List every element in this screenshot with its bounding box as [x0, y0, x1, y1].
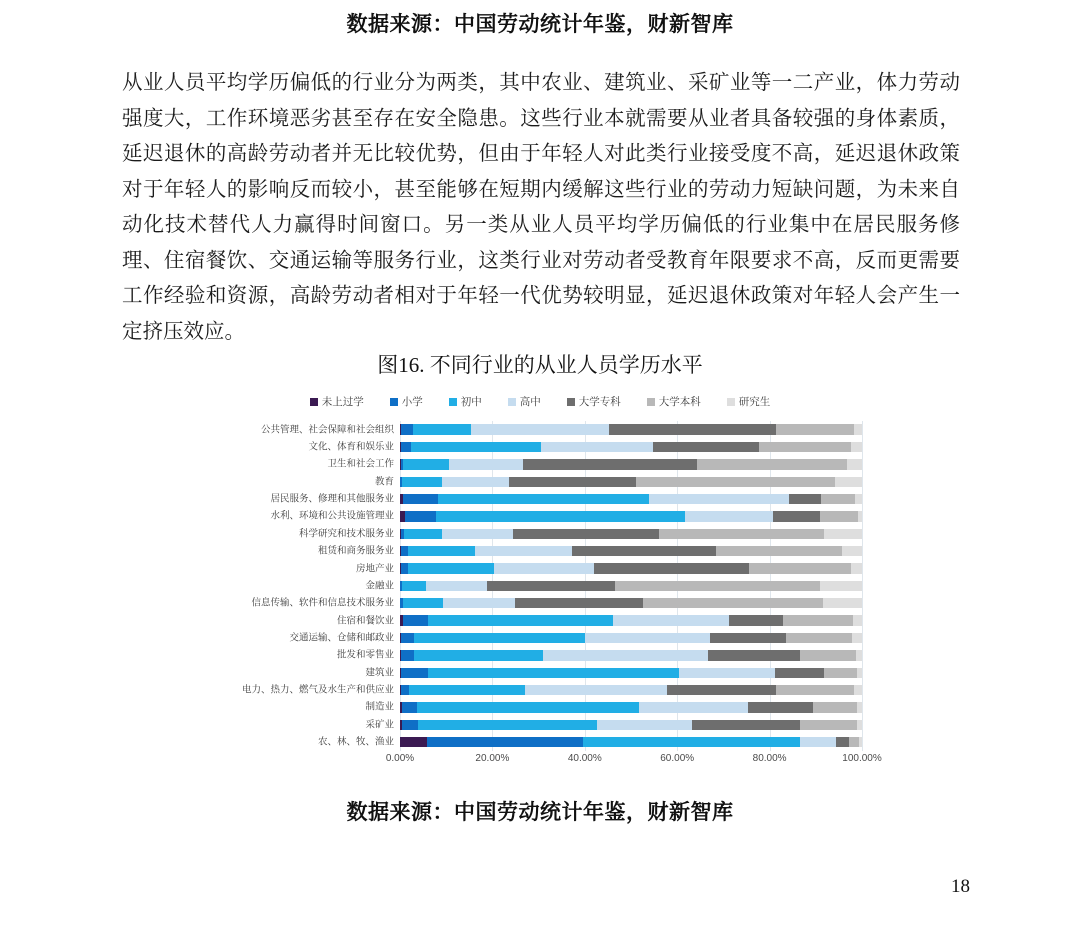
bar-segment [414, 633, 585, 643]
category-label: 金融业 [365, 580, 394, 592]
bar-row [365, 664, 862, 681]
bar-segment [775, 668, 824, 678]
bar-row [374, 473, 862, 490]
bar-segment [836, 737, 848, 747]
bar-segment [855, 494, 861, 504]
bar-row [289, 629, 862, 646]
bar-segment [849, 737, 859, 747]
bar-row [365, 577, 862, 594]
bar-segment [842, 546, 862, 556]
category-label: 电力、热力、燃气及水生产和供应业 [241, 684, 394, 696]
bar-segment [729, 615, 784, 625]
stacked-bar[interactable] [400, 581, 862, 591]
legend-label: 研究生 [738, 396, 771, 408]
bar-row [251, 595, 862, 612]
legend-label: 未上过学 [321, 396, 364, 408]
bar-segment [436, 511, 685, 521]
bar-segment [401, 633, 414, 643]
bar-segment [428, 668, 678, 678]
bar-segment [853, 615, 862, 625]
legend-item[interactable] [310, 394, 364, 409]
bar-segment [609, 424, 776, 434]
legend-label: 初中 [460, 396, 482, 408]
stacked-bar[interactable] [400, 442, 862, 452]
bar-row [327, 456, 862, 473]
stacked-bar[interactable] [400, 598, 862, 608]
x-axis [385, 753, 882, 773]
bar-segment [856, 650, 862, 660]
category-label: 科学研究和技术服务业 [298, 528, 394, 540]
category-label: 租赁和商务服务业 [317, 545, 394, 557]
bar-segment [643, 598, 824, 608]
bar-segment [679, 668, 776, 678]
x-axis-tick-label: 40.00% [567, 753, 602, 764]
bar-segment [692, 720, 800, 730]
bar-segment [400, 737, 427, 747]
bar-segment [857, 702, 862, 712]
stacked-bar[interactable] [400, 650, 862, 660]
stacked-bar[interactable] [400, 529, 862, 539]
category-label: 制造业 [365, 701, 394, 713]
bar-segment [471, 424, 609, 434]
legend-swatch-icon [508, 398, 516, 406]
x-axis-tick-label: 20.00% [475, 753, 510, 764]
legend-swatch-icon [727, 398, 735, 406]
category-label: 公共管理、社会保障和社会组织 [260, 423, 394, 435]
bar-row [270, 508, 862, 525]
bar-segment [583, 737, 800, 747]
bar-segment [402, 702, 417, 712]
page-number: 18 [951, 876, 970, 897]
category-label: 卫生和社会工作 [327, 458, 394, 470]
bar-segment [572, 546, 715, 556]
stacked-bar[interactable] [400, 737, 862, 747]
bar-segment [708, 650, 800, 660]
bar-segment [697, 459, 847, 469]
bar-segment [401, 650, 414, 660]
bar-row [241, 681, 862, 698]
stacked-bar[interactable] [400, 615, 862, 625]
bar-segment [748, 702, 813, 712]
bar-segment [789, 494, 821, 504]
legend-swatch-icon [567, 398, 575, 406]
bar-segment [401, 668, 428, 678]
legend-item[interactable] [508, 394, 541, 409]
source-note-top: 数据来源：中国劳动统计年鉴，财新智库 [346, 12, 734, 36]
bar-segment [413, 424, 470, 434]
bar-row [355, 560, 862, 577]
stacked-bar[interactable] [400, 685, 862, 695]
bar-segment [857, 668, 862, 678]
bar-segment [851, 563, 862, 573]
bar-segment [442, 529, 514, 539]
bar-segment [759, 442, 850, 452]
legend-item[interactable] [727, 394, 771, 409]
bar-segment [749, 563, 851, 573]
bar-segment [426, 581, 487, 591]
bar-segment [847, 459, 862, 469]
gridline [862, 421, 863, 751]
bar-segment [428, 615, 614, 625]
category-label: 批发和零售业 [336, 649, 394, 661]
bar-segment [402, 720, 418, 730]
bar-segment [402, 581, 426, 591]
category-label: 农、林、牧、渔业 [317, 736, 394, 748]
bar-segment [414, 650, 542, 660]
x-axis-tick-label: 100.00% [842, 753, 882, 764]
bar-segment [494, 563, 594, 573]
bar-row [317, 733, 862, 750]
stacked-bar[interactable] [400, 546, 862, 556]
bar-segment [408, 546, 475, 556]
bar-segment [427, 737, 583, 747]
bar-segment [409, 685, 525, 695]
category-label: 房地产业 [355, 562, 394, 574]
legend-swatch-icon [647, 398, 655, 406]
bar-segment [820, 511, 858, 521]
x-axis-tick-label: 80.00% [752, 753, 787, 764]
bar-segment [639, 702, 748, 712]
stacked-bar[interactable] [400, 563, 862, 573]
bar-segment [685, 511, 774, 521]
legend-item[interactable] [449, 394, 482, 409]
bar-segment [411, 442, 541, 452]
chart-legend [0, 394, 1080, 409]
legend-label: 大学专科 [578, 396, 621, 408]
category-label: 居民服务、修理和其他服务业 [270, 493, 394, 505]
bar-row [317, 543, 862, 560]
bar-segment [541, 442, 653, 452]
bar-segment [615, 581, 820, 591]
bar-rows [241, 421, 862, 751]
bar-segment [821, 494, 855, 504]
body-paragraph: 从业人员平均学历偏低的行业分为两类，其中农业、建筑业、采矿业等一二产业，体力劳动强度大，工作环境恶劣甚至存在安全隐患。这些行业本就需要从业者具备较强的身体素质，延迟退休的高龄劳动者并无比较优势，但由于年轻人对此类行业接受度不高，延迟退休政策对于年轻人的影响反而较小，甚至能够在短期内缓解这些行业的劳动力短缺问题，为未来自动化技术替代人力赢得时间窗口。另一类从业人员平均学历偏低的行业集中在居民服务修理、住宿餐饮、交通运输等服务行业，这类行业对劳动者受教育年限要求不高，反而更需要工作经验和资源，高龄劳动者相对于年轻一代优势较明显，延迟退休政策对年轻人会产生一定挤压效应。 [122, 72, 960, 343]
bar-segment [525, 685, 667, 695]
bar-segment [859, 737, 862, 747]
x-axis-tick-label: 60.00% [660, 753, 695, 764]
bar-segment [438, 494, 650, 504]
legend-label: 高中 [519, 396, 541, 408]
bar-row [260, 421, 862, 438]
bar-segment [418, 720, 597, 730]
chart-stacked-bar [0, 421, 1080, 781]
bar-segment [854, 424, 862, 434]
stacked-bar[interactable] [400, 511, 862, 521]
category-label: 建筑业 [365, 666, 394, 678]
bar-segment [403, 615, 428, 625]
bar-segment [653, 442, 759, 452]
bar-segment [823, 598, 862, 608]
bar-segment [523, 459, 697, 469]
bar-segment [786, 633, 852, 643]
plot-area [241, 421, 862, 751]
legend-swatch-icon [449, 398, 457, 406]
bar-segment [659, 529, 824, 539]
bar-segment [597, 720, 692, 730]
stacked-bar[interactable] [400, 459, 862, 469]
bar-segment [487, 581, 615, 591]
bar-segment [585, 633, 709, 643]
bar-segment [824, 668, 857, 678]
category-label: 交通运输、仓储和邮政业 [289, 632, 394, 644]
bar-segment [401, 442, 411, 452]
stacked-bar[interactable] [400, 477, 862, 487]
legend-item[interactable] [647, 394, 701, 409]
category-label: 文化、体育和娱乐业 [308, 441, 394, 453]
bar-segment [543, 650, 708, 660]
bar-segment [509, 477, 635, 487]
bar-segment [475, 546, 572, 556]
bar-segment [649, 494, 789, 504]
bar-segment [513, 529, 659, 539]
bar-segment [858, 511, 862, 521]
bar-segment [852, 633, 862, 643]
bar-row [365, 716, 862, 733]
source-note-bottom: 数据来源：中国劳动统计年鉴，财新智库 [346, 800, 734, 824]
bar-row [336, 647, 862, 664]
legend-label: 大学本科 [658, 396, 701, 408]
stacked-bar[interactable] [400, 424, 862, 434]
category-label: 水利、环境和公共设施管理业 [270, 510, 394, 522]
bar-segment [716, 546, 843, 556]
figure-container [0, 350, 1080, 781]
bar-segment [800, 650, 856, 660]
bar-row [270, 490, 862, 507]
figure-title: 图16. 不同行业的从业人员学历水平 [377, 353, 703, 377]
category-label: 教育 [374, 476, 394, 487]
bar-segment [776, 685, 855, 695]
bar-segment [401, 424, 413, 434]
bar-row [365, 699, 862, 716]
legend-item[interactable] [390, 394, 423, 409]
bar-segment [800, 737, 836, 747]
x-axis-tick-label: 0.00% [385, 753, 415, 764]
bar-segment [824, 529, 862, 539]
bar-segment [813, 702, 857, 712]
bar-segment [710, 633, 787, 643]
category-label: 信息传输、软件和信息技术服务业 [251, 597, 394, 609]
stacked-bar[interactable] [400, 702, 862, 712]
bar-segment [401, 563, 408, 573]
bar-segment [854, 685, 862, 695]
stacked-bar[interactable] [400, 668, 862, 678]
bar-segment [835, 477, 862, 487]
bar-segment [442, 477, 509, 487]
bar-segment [402, 477, 442, 487]
bar-segment [783, 615, 853, 625]
bar-segment [417, 702, 640, 712]
stacked-bar[interactable] [400, 494, 862, 504]
bar-segment [776, 424, 854, 434]
bar-segment [449, 459, 522, 469]
stacked-bar[interactable] [400, 633, 862, 643]
legend-label: 小学 [401, 396, 423, 408]
bar-segment [403, 494, 438, 504]
bar-segment [515, 598, 642, 608]
legend-swatch-icon [310, 398, 318, 406]
legend-swatch-icon [390, 398, 398, 406]
bar-segment [401, 546, 408, 556]
bar-row [308, 438, 862, 455]
bar-segment [857, 720, 862, 730]
stacked-bar[interactable] [400, 720, 862, 730]
bar-segment [404, 529, 442, 539]
bar-segment [800, 720, 857, 730]
bar-row [336, 612, 862, 629]
bar-segment [401, 685, 409, 695]
bar-segment [636, 477, 836, 487]
bar-segment [613, 615, 729, 625]
bar-segment [403, 598, 444, 608]
bar-segment [851, 442, 862, 452]
category-label: 住宿和餐饮业 [336, 614, 394, 626]
legend-item[interactable] [567, 394, 621, 409]
category-label: 采矿业 [365, 719, 394, 731]
bar-segment [405, 511, 436, 521]
bar-segment [667, 685, 776, 695]
bar-segment [403, 459, 450, 469]
bar-segment [820, 581, 862, 591]
bar-segment [443, 598, 515, 608]
bar-row [298, 525, 862, 542]
bar-segment [594, 563, 749, 573]
bar-segment [773, 511, 820, 521]
bar-segment [408, 563, 494, 573]
